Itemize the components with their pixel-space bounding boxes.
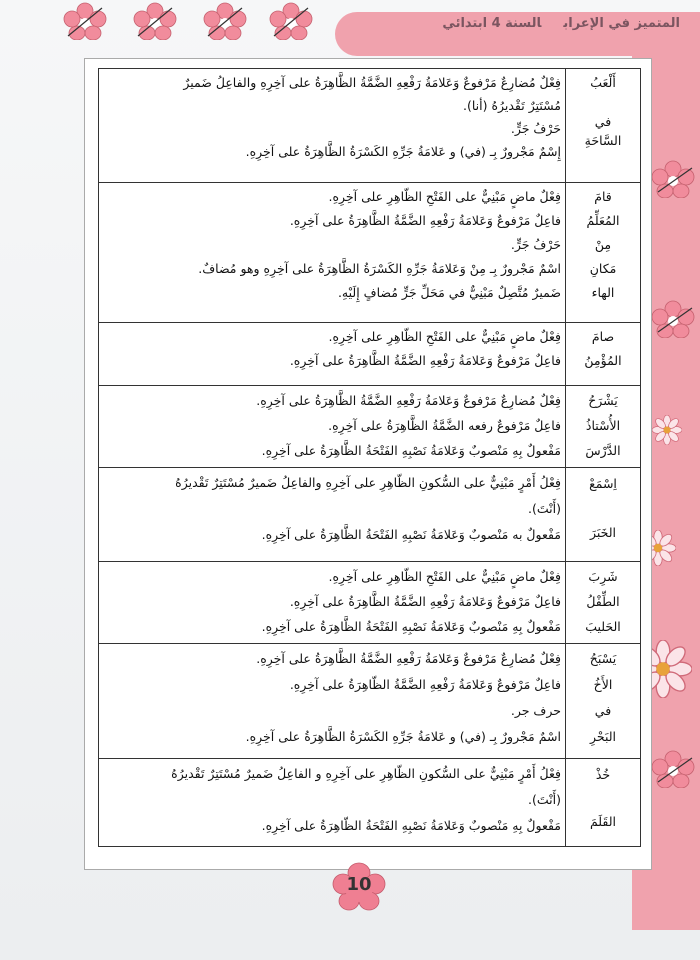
table-row <box>99 644 641 759</box>
header-text <box>442 16 680 31</box>
table-row <box>99 562 641 644</box>
word-cell <box>566 468 641 562</box>
table-row <box>99 468 641 562</box>
parse-line: اسْمٌ مَجْرورٌ بِـ (في) و عَلامَةُ جَرِّهِ الكَسْرَةُ الظَّاهِرَةُ على آخِرِهِ. <box>245 729 561 744</box>
word: الهاء <box>591 285 615 300</box>
word-cell <box>566 386 641 468</box>
word: أَلْعَبُ <box>590 75 616 90</box>
flower-icon <box>650 160 696 198</box>
table-row <box>99 183 641 323</box>
parse-line: فِعْلُ أَمْرٍ مَبْنِيٌّ على السُّكونِ الظّاهِرِ على آخِرِهِ و الفاعِلُ ضَميرٌ مُسْتَتِرٌ تَقْديرُهُ <box>171 766 561 781</box>
table-row <box>99 759 641 847</box>
word-cell <box>566 644 641 759</box>
parse-line: إِسْمٌ مَجْرورٌ بِـ (في) و عَلامَةُ جَرِّهِ الكَسْرَةُ الظَّاهِرَةُ على آخِرِهِ. <box>245 144 561 159</box>
word: الدَّرْسَ <box>585 443 621 458</box>
parse-line: مَفْعولٌ بِهِ مَنْصوبٌ وَعَلامَةُ نَصْبِهِ الفَتْحَةُ الظَّاهِرَةُ على آخِرِهِ. <box>261 443 561 458</box>
flower-icon <box>650 750 696 788</box>
parse-line: (أَنْتَ). <box>528 501 561 516</box>
parse-line: فاعِلٌ مَرْفوعٌ وَعَلامَةُ رَفْعِهِ الضَّمَّةُ الظَّاهِرَةُ على آخِرِهِ. <box>289 353 561 368</box>
word: مَكانِ <box>589 261 617 276</box>
word: السَّاحَةِ <box>584 133 622 148</box>
parse-cell <box>99 323 566 386</box>
parse-line: مَفْعولٌ به مَنْصوبٌ وَعَلامَةُ نَصْبِهِ الفَتْحَةُ الظَّاهِرَةُ على آخِرِهِ. <box>261 527 561 542</box>
flower-icon <box>268 2 314 40</box>
parse-line: اسْمٌ مَجْرورٌ بِـ مِنْ وَعَلامَةُ جَرِّهِ الكَسْرَةُ الظَّاهِرَةُ على آخِرِهِ وهو مُضافٌ. <box>198 261 561 276</box>
word: صامَ <box>591 329 615 344</box>
parse-line: حرف جر. <box>510 703 561 718</box>
parse-line: مَفْعولٌ بِهِ مَنْصوبٌ وَعَلامَةُ نَصْبِهِ الفَتْحَةُ الظَّاهِرَةُ على آخِرِهِ. <box>261 619 561 634</box>
parse-cell <box>99 562 566 644</box>
parse-line: ضَميرٌ مُتَّصِلٌ مَبْنِيٌّ في مَحَلِّ جَرٍّ مُضافٍ إِلَيْهِ. <box>337 285 561 300</box>
parse-line: مَفْعولٌ بِهِ مَنْصوبٌ وَعَلامَةُ نَصْبِهِ الفَتْحَةُ الظّاهِرَةُ على آخِرِهِ. <box>261 818 561 833</box>
word-cell <box>566 69 641 183</box>
parse-line: فاعِلٌ مَرْفوعٌ وَعَلامَةُ رَفْعِهِ الضَّمَّةُ الظَّاهِرَةُ على آخِرِهِ. <box>289 594 561 609</box>
table-row <box>99 323 641 386</box>
word: يَسْبَحُ <box>589 651 617 666</box>
parse-line: فِعْلٌ مُضارِعٌ مَرْفوعٌ وَعَلامَةُ رَفْعِهِ الضَّمَّةُ الظَّاهِرَةُ على آخِرِهِ. <box>256 651 561 666</box>
word: مِنْ <box>594 237 612 252</box>
parse-line: فِعْلٌ ماضٍ مَبْنِيٌّ على الفَتْحِ الظّاهِرِ على آخِرِهِ. <box>328 569 561 584</box>
parse-line: (أَنْتَ). <box>528 792 561 807</box>
word: اِسْمَعْ <box>589 476 617 491</box>
book-title: المتميز في الإعراب <box>563 16 680 31</box>
parse-line: فاعِلٌ مَرْفوعٌ وَعَلامَةُ رَفْعِهِ الضَّمَّةُ الظّاهِرَةُ على آخِرِهِ. <box>289 677 561 692</box>
table-row <box>99 386 641 468</box>
parse-line: حَرْفُ جَرٍّ. <box>510 237 561 252</box>
parse-line: فاعِلٌ مَرْفوعٌ وَعَلامَةُ رَفْعِهِ الضَّمَّةُ الظَّاهِرَةُ على آخِرِهِ. <box>289 213 561 228</box>
flower-icon <box>202 2 248 40</box>
word: البَحْرِ <box>589 729 617 744</box>
word: الخَبَرَ <box>589 525 617 540</box>
word: المُعَلِّمُ <box>586 213 620 228</box>
word: المُؤْمِنُ <box>584 353 622 368</box>
flower-icon <box>62 2 108 40</box>
word: القَلَمَ <box>589 814 617 829</box>
parse-line: فِعْلٌ مُضارِعٌ مَرْفوعٌ وَعَلامَةُ رَفْعِهِ الضَّمَّةُ الظَّاهِرَةُ على آخِرِهِ. <box>256 393 561 408</box>
word: في <box>594 703 612 718</box>
parse-cell <box>99 468 566 562</box>
word-cell <box>566 323 641 386</box>
word: شَرِبَ <box>588 569 618 584</box>
parse-line: فاعِلٌ مَرْفوعٌ رفعه الضَّمَّةُ الظَّاهِرَةُ على آخِرِهِ. <box>328 418 561 433</box>
parse-line: فِعْلٌ ماضٍ مَبْنِيٌّ على الفَتْحِ الظّاهِرِ على آخِرِهِ. <box>328 189 561 204</box>
parse-line: مُسْتَتِرٌ تَقْديرُهُ (أنا). <box>462 98 561 113</box>
table-row <box>99 69 641 183</box>
parse-cell <box>99 183 566 323</box>
parse-cell <box>99 644 566 759</box>
parse-cell <box>99 69 566 183</box>
daisy-icon <box>652 415 682 445</box>
parse-line: فِعْلُ أَمْرٍ مَبْنِيٌّ على السُّكونِ الظّاهِرِ على آخِرِهِ والفاعِلُ ضَميرٌ مُسْتَتِرٌ تَقْديرُهُ <box>175 475 561 490</box>
word-cell <box>566 759 641 847</box>
word: قامَ <box>594 189 612 204</box>
word: يَشْرَحُ <box>588 393 618 408</box>
word: الأَخُ <box>593 677 613 692</box>
word-cell <box>566 562 641 644</box>
flower-icon <box>650 300 696 338</box>
grade-label: السنة 4 ابتدائي <box>442 16 542 31</box>
word: الأُسْتاذُ <box>585 418 621 433</box>
word: في <box>594 114 612 129</box>
parse-line: حَرْفُ جَرٍّ. <box>510 121 561 136</box>
word: الطِّفْلُ <box>586 594 620 609</box>
parse-line: فِعْلٌ مُضارِعٌ مَرْفوعٌ وَعَلامَةُ رَفْعِهِ الضَّمَّةُ الظَّاهِرَةُ على آخِرِهِ والفاعِلُ ضَميرٌ <box>183 75 561 90</box>
parsing-table <box>98 68 641 847</box>
parse-cell <box>99 759 566 847</box>
word-cell <box>566 183 641 323</box>
parse-cell <box>99 386 566 468</box>
word: خُذْ <box>595 767 611 782</box>
parse-line: فِعْلٌ ماضٍ مَبْنِيٌّ على الفَتْحِ الظّاهِرِ على آخِرِهِ. <box>328 329 561 344</box>
word: الحَليبَ <box>585 619 621 634</box>
page-number: 10 <box>346 874 372 895</box>
flower-icon <box>132 2 178 40</box>
